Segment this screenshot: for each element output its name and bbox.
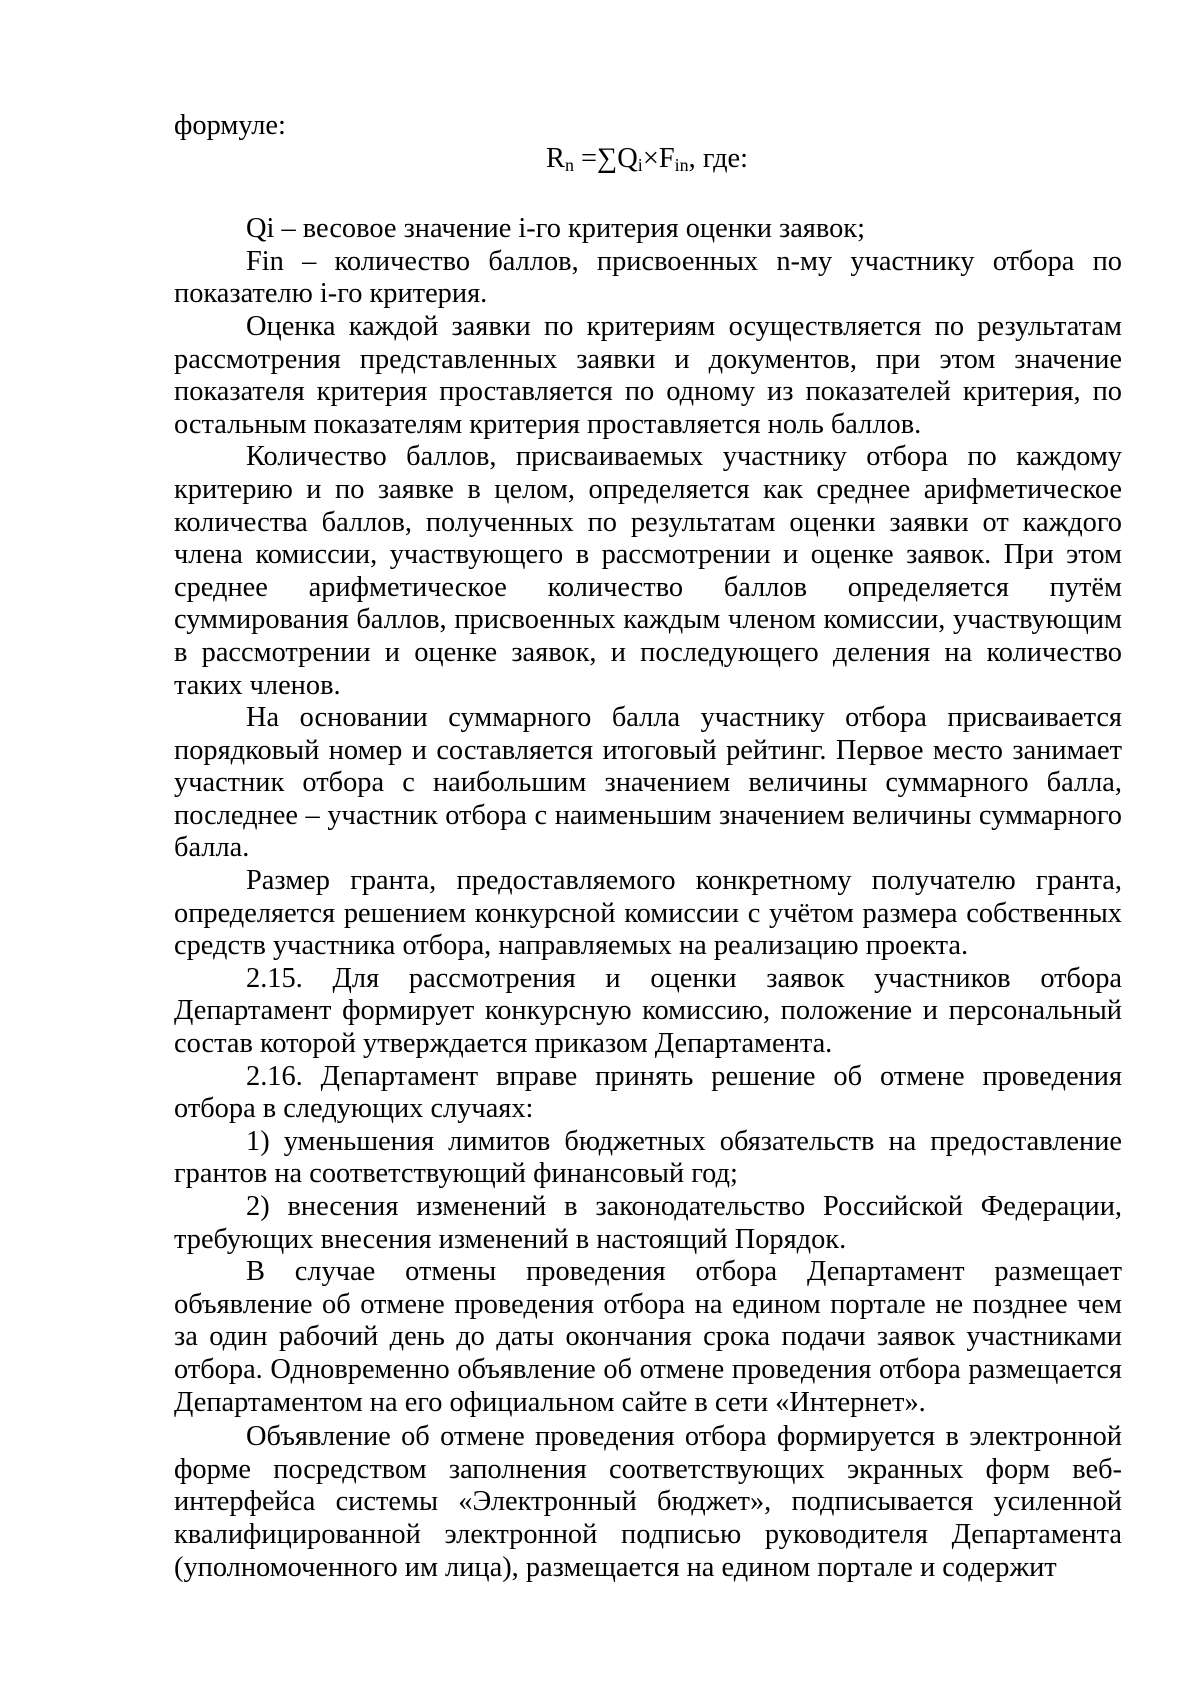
- document-page: [174, 110, 1122, 1584]
- formula-tail: , где:: [688, 142, 748, 174]
- formula-r: R: [546, 142, 565, 174]
- paragraph: На основании суммарного балла участнику отбора присваивается порядковый номер и составляется итоговый рейтинг. Первое место занимает участник отбора с наибольшим значением величины суммарного балла, последнее – участник отбора с наименьшим значением величины суммарного балла.: [174, 702, 1122, 864]
- paragraph: Fin – количество баллов, присвоенных n-му участнику отбора по показателю i-го критерия.: [174, 245, 1122, 310]
- formula-times-f: ×F: [642, 142, 675, 174]
- paragraph: Оценка каждой заявки по критериям осуществляется по результатам рассмотрения представленных заявки и документов, при этом значение показателя критерия проставляется по одному из показателей критерия, по остальным показателям критерия проставляется ноль баллов.: [174, 310, 1122, 440]
- formula-sum-q: =∑Q: [573, 142, 638, 174]
- paragraph: 2.15. Для рассмотрения и оценки заявок участников отбора Департамент формирует конкурсную комиссию, положение и персональный состав которой утверждается приказом Департамента.: [174, 962, 1122, 1060]
- paragraph: В случае отмены проведения отбора Департамент размещает объявление об отмене проведения отбора на едином портале не позднее чем за один рабочий день до даты окончания срока подачи заявок участниками отбора. Одновременно объявление об отмене проведения отбора размещается Департаментом на его официальном сайте в сети «Интернет».: [174, 1256, 1122, 1418]
- formula-spacing: [174, 175, 1122, 213]
- paragraph: Размер гранта, предоставляемого конкретному получателю гранта, определяется решением конкурсной комиссии с учётом размера собственных средств участника отбора, направляемых на реализацию проекта.: [174, 865, 1122, 962]
- paragraph: Количество баллов, присваиваемых участнику отбора по каждому критерию и по заявке в целом, определяется как среднее арифметическое количества баллов, полученных по результатам оценки заявки от каждого члена комиссии, участвующего в рассмотрении и оценке заявок. При этом среднее арифметическое количество баллов определяется путём суммирования баллов, присвоенных каждым членом комиссии, участвующим в рассмотрении и оценке заявок, и последующего деления на количество таких членов.: [174, 441, 1122, 701]
- paragraph: Qi – весовое значение i-го критерия оценки заявок;: [246, 213, 865, 245]
- paragraph: Объявление об отмене проведения отбора формируется в электронной форме посредством заполнения соответствующих экранных форм веб-интерфейса системы «Электронный бюджет», подписывается усиленной квалифицированной электронной подписью руководителя Департамента (уполномоченного им лица), размещается на едином портале и содержит: [174, 1421, 1122, 1583]
- intro-text: формуле:: [174, 110, 286, 141]
- formula-q-subscript: i: [637, 154, 643, 175]
- paragraph: 1) уменьшения лимитов бюджетных обязательств на предоставление грантов на соответствующий финансовый год;: [174, 1125, 1122, 1190]
- paragraph: 2) внесения изменений в законодательство Российской Федерации, требующих внесения изменений в настоящий Порядок.: [174, 1191, 1122, 1255]
- formula-r-subscript: n: [564, 154, 574, 175]
- rating-formula: [174, 143, 1122, 176]
- paragraph: 2.16. Департамент вправе принять решение об отмене проведения отбора в следующих случаях:: [174, 1060, 1122, 1125]
- formula-f-subscript: in: [674, 154, 689, 175]
